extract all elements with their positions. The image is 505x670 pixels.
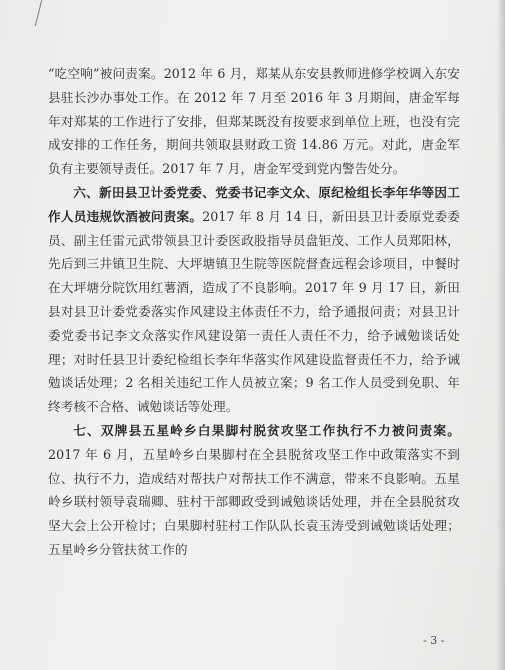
section-7-body: 2017 年 6 月，五星岭乡白果脚村在全县脱贫攻坚工作中政策落实不到位、执行不力，造成结对帮扶户对帮扶工作不满意，带来不良影响。五星岭乡联村领导袁瑞卿、驻村干部卿政受到诫勉谈话处理，并在全县脱贫攻坚大会上公开检讨；白果脚村驻村工作队队长袁玉涛受到诫勉谈话处理；五星岭乡分管扶贫工作的 — [48, 446, 460, 557]
section-7-heading: 七、双牌县五星岭乡白果脚村脱贫攻坚工作执行不力被问责案。 — [73, 422, 460, 438]
page-number: - 3 - — [423, 634, 445, 647]
paragraph-1: “吃空响”被问责案。2012 年 6 月，郑某从东安县教师进修学校调入东安县驻长沙办事处工作。在 2012 年 7 月至 2016 年 3 月期间，唐金军每年对郑某的工作进行了安排，但郑某既没有按要求到单位上班，也没有完成安排的工作任务，期间共领取县财政工资 14.86 万元。对此，唐金军负有主要领导责任。2017 年 7 月，唐金军受到党内警告处分。 — [48, 66, 460, 177]
section-7 — [48, 419, 460, 562]
document-body — [48, 62, 460, 562]
section-6-body: 2017 年 8 月 14 日，新田县卫计委原党委委员、副主任雷元武带领县卫计委医政股指导员盘钜茂、工作人员郑阳林，先后到三井镇卫生院、大坪塘镇卫生院等医院督查远程会诊项目，中餐时在大坪塘分院饮用红薯酒，造成了不良影响。2017 年 9 月 17 日，新田县对县卫计委党委落实作风建设主体责任不力，给予通报问责；对县卫计委党委书记李文众落实作风建设第一责任人责任不力，给予诫勉谈话处理；对时任县卫计委纪检组长李年华落实作风建设监督责任不力，给予诫勉谈话处理；2 名相关违纪工作人员被立案；9 名工作人员受到免职、年终考核不合格、诫勉谈话等处理。 — [48, 208, 460, 415]
section-6-heading: 六、新田县卫计委党委、党委书记李文众、原纪检组长李年华等因工作人员违规饮酒被问责案。 — [48, 184, 460, 224]
paper-fold-mark — [35, 0, 52, 26]
page-edge-shadow — [497, 0, 505, 670]
section-6 — [48, 181, 460, 419]
